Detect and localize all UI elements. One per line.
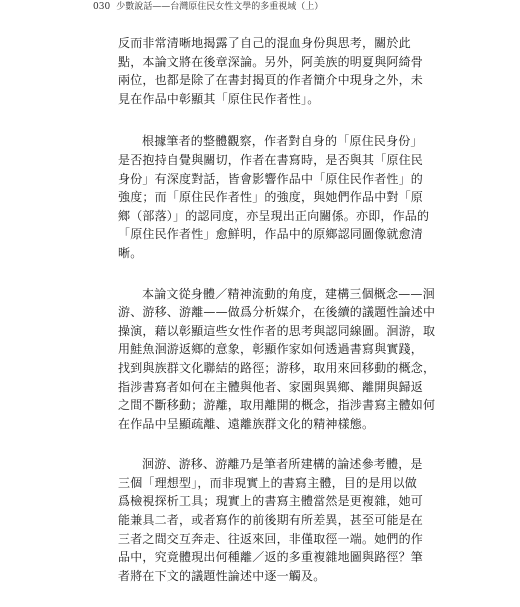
text-line: 指涉書寫者如何在主體與他者、家園與異鄉、離開與歸返 [118,379,424,394]
text-line: 反而非常清晰地揭露了自己的混血身份與思考，關於此 [118,36,411,50]
text-line: 根據筆者的整體觀察，作者對自身的「原住民身份」 [142,134,423,149]
text-line: 身份」有深度對話，皆會影響作品中「原住民作者性」的 [118,171,424,186]
text-line: 之間不斷移動；游離，取用離開的概念，指涉書寫主體如何 [118,398,436,413]
text-line: 洄游、游移、游離乃是筆者所建構的論述參考體，是 [142,457,423,472]
text-line: 「原住民作者性」愈鮮明，作品中的原鄉認同圖像就愈清 [118,227,424,242]
text-line: 鄉（部落）」的認同度，亦呈現出正向關係。亦即，作品的 [118,208,430,223]
text-line: 品中，究竟體現出何種離／返的多重複雜地圖與路徑？筆 [118,550,424,565]
text-line: 三者之間交互奔走、往返來回，非僅取徑一端。她們的作 [118,531,424,546]
text-line: 是否抱持自覺與關切，作者在書寫時，是否與其「原住民 [118,152,424,167]
text-line: 兩位，也都是除了在書封揭頁的作者簡介中現身之外，未 [118,73,424,88]
text-line: 操演，藉以彰顯這些女性作者的思考與認同線圖。洄游，取 [118,323,436,338]
text-line: 本論文從身體／精神流動的角度，建構三個概念——洄 [142,286,435,301]
text-line: 強度；而「原住民作者性」的強度，與她們作品中對「原 [118,190,424,205]
page-number: 030 [93,2,111,12]
text-line: 者將在下文的議題性論述中逐一觸及。 [118,568,326,583]
running-header [93,0,323,14]
text-line: 在作品中呈顯疏離、遠離族群文化的精神樣態。 [118,416,375,431]
text-line: 能兼具二者，或者寫作的前後期有所差異，甚至可能是在 [118,513,424,528]
running-title: 少數說話——台灣原住民女性文學的多重視域（上） [116,2,324,12]
text-line: 游、游移、游離——做爲分析媒介，在後續的議題性論述中 [118,305,436,320]
text-line: 用鮭魚洄游返鄉的意象，彰顯作家如何透過書寫與實踐， [118,342,424,357]
text-line: 晰。 [118,245,143,260]
paragraph-3 [118,285,436,434]
body-text [118,34,436,607]
text-line: 爲檢視探析工具；現實上的書寫主體當然是更複雜，她可 [118,494,424,509]
text-line: 三個「理想型」，而非現實上的書寫主體，目的是用以做 [118,475,418,490]
text-line: 見在作品中彰顯其「原住民作者性」。 [118,91,320,106]
paragraph-4 [118,455,424,585]
paragraph-2 [118,132,430,262]
text-line: 找到與族群文化聯結的路徑；游移，取用來回移動的概念， [118,360,436,375]
text-line: 點，本論文將在後章深論。另外，阿美族的明夏與阿綺骨 [118,54,424,69]
paragraph-1 [118,34,424,108]
